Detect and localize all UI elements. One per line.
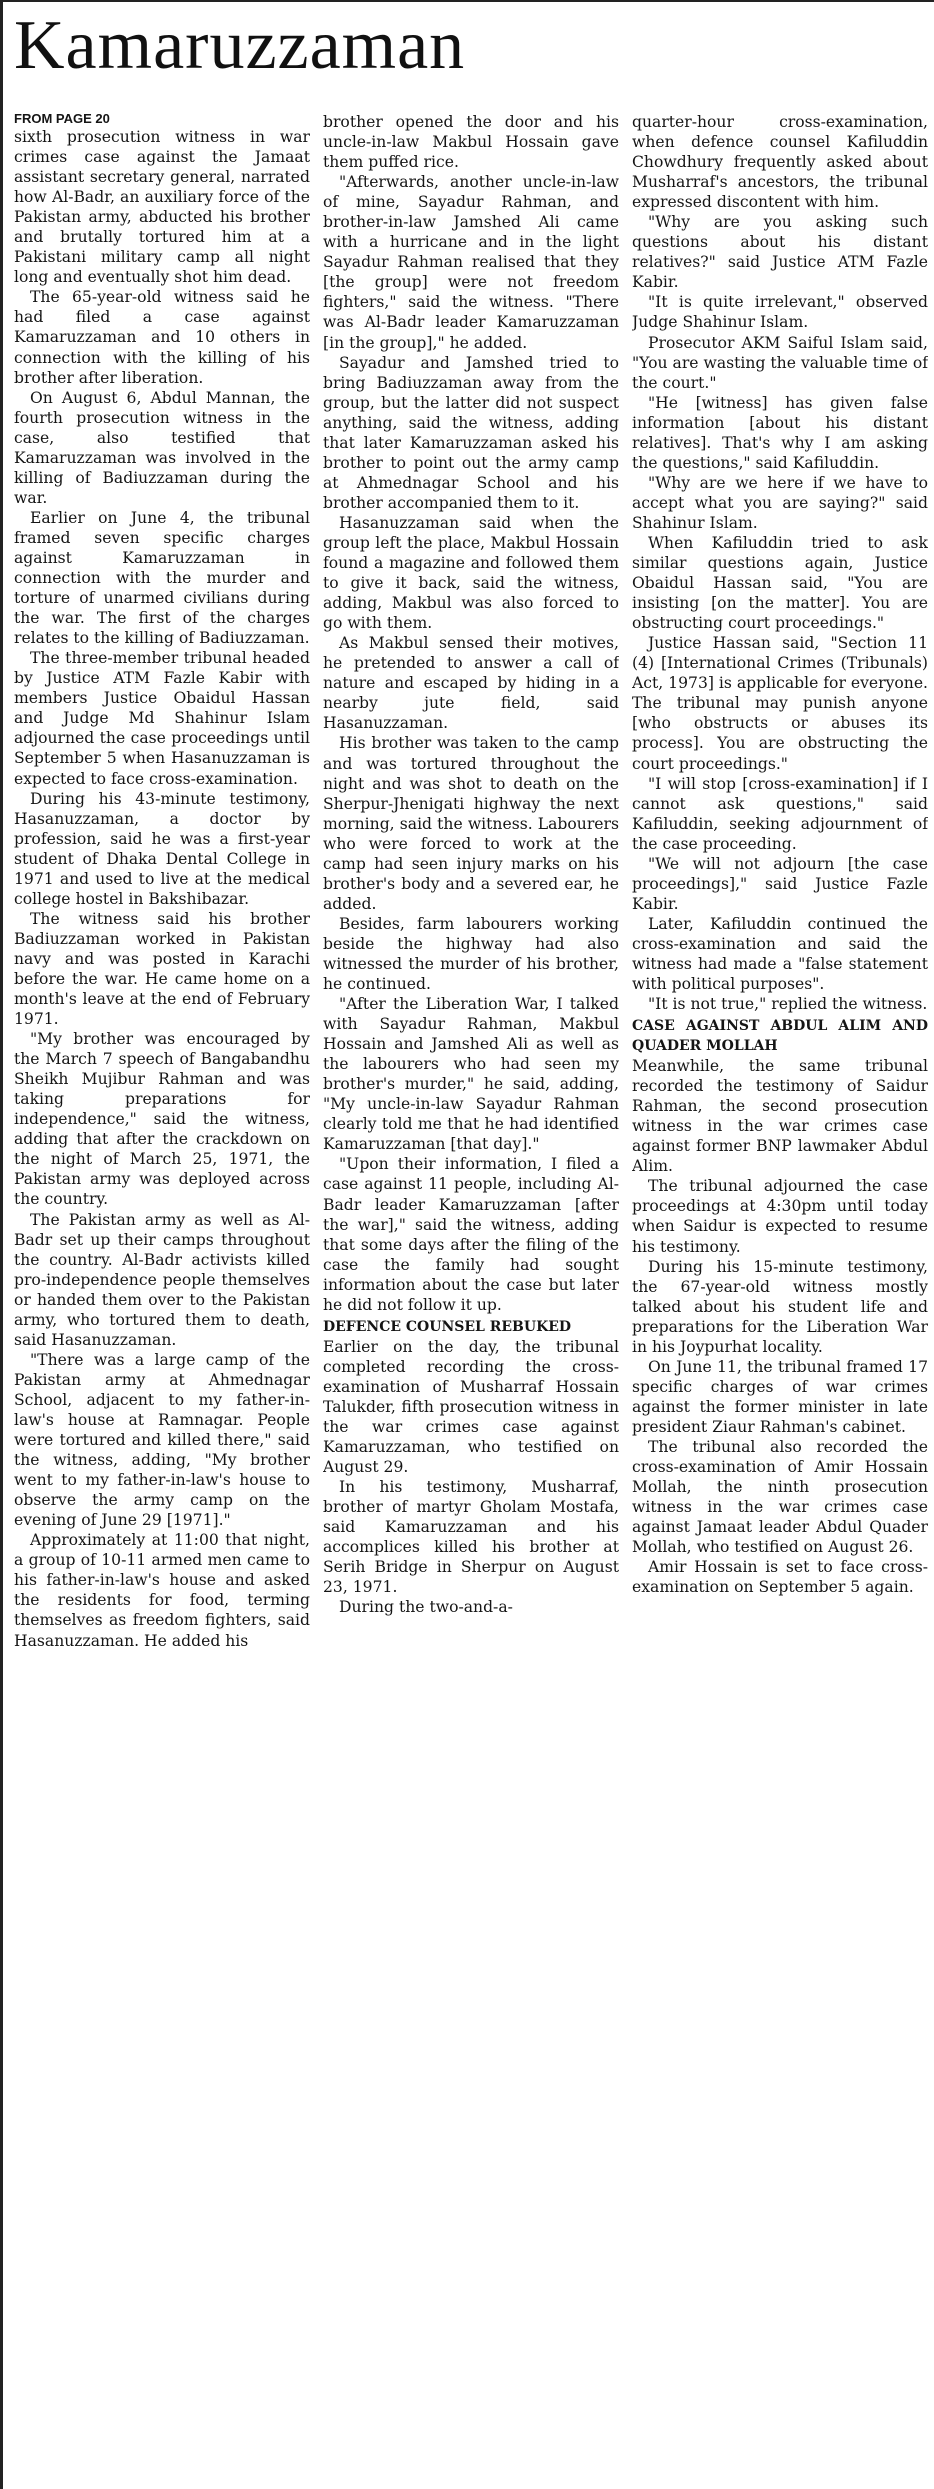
paragraph: In his testimony, Musharraf, brother of martyr Gholam Mostafa, said Kamaruzzaman and his accomplices killed his brother at Serih Bridge in Sherpur on August 23, 1971. (323, 1478, 619, 1597)
paragraph: brother opened the door and his uncle-in-law Makbul Hossain gave them puffed rice. (323, 113, 619, 172)
paragraph: Earlier on the day, the tribunal completed recording the cross-examination of Musharraf Hossain Talukder, fifth prosecution witness in the war crimes case against Kamaruzzaman, who testified on August 29. (323, 1337, 619, 1477)
subheading-case-against-alim-mollah: CASE AGAINST ABDUL ALIM AND QUADER MOLLAH (632, 1018, 928, 1055)
paragraph: The 65-year-old witness said he had filed a case against Kamaruzzaman and 10 others in connection with the killing of his brother after liberation. (14, 288, 310, 387)
paragraph: The three-member tribunal headed by Justice ATM Fazle Kabir with members Justice Obaidul Hassan and Judge Md Shahinur Islam adjourned the case proceedings until September 5 when Hasanuzzaman is expected to face cross-examination. (14, 649, 310, 788)
paragraph: During the two-and-a- (339, 1598, 513, 1617)
paragraph: sixth prosecution witness in war crimes case against the Jamaat assistant secretary general, narrated how Al-Badr, an auxiliary force of the Pakistan army, abducted his brother and brutally tortured him at a Pakistani military camp all night long and eventually shot him dead. (14, 128, 310, 287)
paragraph: Earlier on June 4, the tribunal framed seven specific charges against Kamaruzzaman in connection with the murder and torture of unarmed civilians during the war. The first of the charges relates to the killing of Badiuzzaman. (14, 508, 310, 648)
paragraph: "I will stop [cross-examination] if I cannot ask questions," said Kafiluddin, seeking adjournment of the case proceeding. (632, 774, 928, 853)
paragraph: Hasanuzzaman said when the group left the place, Makbul Hossain found a magazine and followed them to give it back, said the witness, adding, Makbul was also forced to go with them. (323, 513, 619, 633)
paragraph: Prosecutor AKM Saiful Islam said, "You are wasting the valuable time of the court." (632, 333, 928, 392)
column-2 (323, 112, 619, 2482)
paragraph: "Why are you asking such questions about his distant relatives?" said Justice ATM Fazle Kabir. (632, 213, 928, 292)
paragraph: Later, Kafiluddin continued the cross-examination and said the witness had made a "false statement with political purposes". (632, 914, 928, 994)
paragraph: During his 15-minute testimony, the 67-year-old witness mostly talked about his student life and preparations for the Liberation War in his Joypurhat locality. (632, 1257, 928, 1356)
paragraph: Justice Hassan said, "Section 11 (4) [International Crimes (Tribunals) Act, 1973] is applicable for everyone. The tribunal may punish anyone [who obstructs or abuses its process]. You are obstructing the court proceedings." (632, 634, 928, 773)
paragraph: "He [witness] has given false information [about his distant relatives]. That's why I am asking the questions," said Kafiluddin. (632, 393, 928, 472)
paragraph: "There was a large camp of the Pakistan army at Ahmednagar School, adjacent to my father-in-law's house at Ramnagar. People were tortured and killed there," said the witness, adding, "My brother went to my father-in-law's house to observe the army camp on the evening of June 29 [1971]." (14, 1350, 310, 1530)
paragraph: Meanwhile, the same tribunal recorded the testimony of Saidur Rahman, the second prosecution witness in the war crimes case against former BNP lawmaker Abdul Alim. (632, 1057, 928, 1176)
paragraph: The tribunal also recorded the cross-examination of Amir Hossain Mollah, the ninth prosecution witness in the war crimes case against Jamaat leader Abdul Quader Mollah, who testified on August 26. (632, 1438, 928, 1557)
paragraph: On August 6, Abdul Mannan, the fourth prosecution witness in the case, also testified that Kamaruzzaman was involved in the killing of Badiuzzaman during the war. (14, 388, 310, 507)
paragraph: Amir Hossain is set to face cross-examination on September 5 again. (632, 1558, 928, 1597)
subheading-defence-counsel: DEFENCE COUNSEL REBUKED (323, 1318, 572, 1335)
paragraph: quarter-hour cross-examination, when defence counsel Kafiluddin Chowdhury frequently asked about Musharraf's ancestors, the tribunal expressed discontent with him. (632, 113, 928, 212)
column-1 (14, 112, 310, 2482)
headline: Kamaruzzaman (14, 7, 466, 84)
paragraph: During his 43-minute testimony, Hasanuzzaman, a doctor by profession, said he was a first-year student of Dhaka Dental College in 1971 and used to live at the medical college hostel in Bakshibazar. (14, 789, 310, 908)
kicker: FROM PAGE 20 (14, 112, 110, 126)
paragraph: As Makbul sensed their motives, he pretended to answer a call of nature and escaped by hiding in a nearby jute field, said Hasanuzzaman. (323, 634, 619, 733)
paragraph: "Afterwards, another uncle-in-law of mine, Sayadur Rahman, and brother-in-law Jamshed Ali came with a hurricane and in the light Sayadur Rahman realised that they [the group] were not freedom fighters," said the witness. "There was Al-Badr leader Kamaruzzaman [in the group]," he added. (323, 173, 619, 352)
paragraph: Besides, farm labourers working beside the highway had also witnessed the murder of his brother, he continued. (323, 914, 619, 994)
paragraph: The Pakistan army as well as Al-Badr set up their camps throughout the country. Al-Badr activists killed pro-independence people themselves or handed them over to the Pakistan army, who tortured them to death, said Hasanuzzaman. (14, 1210, 310, 1349)
paragraph: Approximately at 11:00 that night, a group of 10-11 armed men came to his father-in-law's house and asked the residents for food, terming themselves as freedom fighters, said Hasanuzzaman. He added his (14, 1531, 310, 1650)
paragraph: "My brother was encouraged by the March 7 speech of Bangabandhu Sheikh Mujibur Rahman and was taking preparations for independence," said the witness, adding that after the crackdown on the night of March 25, 1971, the Pakistan army was deployed across the country. (14, 1030, 310, 1209)
paragraph: "Why are we here if we have to accept what you are saying?" said Shahinur Islam. (632, 473, 928, 532)
paragraph: On June 11, the tribunal framed 17 specific charges of war crimes against the former minister in late president Ziaur Rahman's cabinet. (632, 1357, 928, 1436)
column-3 (632, 112, 928, 2482)
paragraph: "Upon their information, I filed a case against 11 people, including Al-Badr leader Kamaruzzaman [after the war]," said the witness, adding that some days after the filing of the case the family had sought information about the case but later he did not follow it up. (323, 1155, 619, 1314)
paragraph: "It is not true," replied the witness. (648, 995, 928, 1014)
paragraph: His brother was taken to the camp and was tortured throughout the night and was shot to death on the Sherpur-Jhenigati highway the next morning, said the witness. Labourers who were forced to work at the camp had seen injury marks on his brother's body and a severed ear, he added. (323, 734, 619, 913)
paragraph: Sayadur and Jamshed tried to bring Badiuzzaman away from the group, but the latter did not suspect anything, said the witness, adding that later Kamaruzzaman asked his brother to point out the army camp at Ahmednagar School and his brother accompanied them to it. (323, 353, 619, 512)
paragraph: "We will not adjourn [the case proceedings]," said Justice Fazle Kabir. (632, 854, 928, 913)
article-columns (14, 112, 927, 2482)
paragraph: The witness said his brother Badiuzzaman worked in Pakistan navy and was posted in Karachi before the war. He came home on a month's leave at the end of February 1971. (14, 909, 310, 1029)
paragraph: "It is quite irrelevant," observed Judge Shahinur Islam. (632, 293, 928, 332)
paragraph: "After the Liberation War, I talked with Sayadur Rahman, Makbul Hossain and Jamshed Ali as well as the labourers who had seen my brother's murder," he said, adding, "My uncle-in-law Sayadur Rahman clearly told me that he had identified Kamaruzzaman [that day]." (323, 995, 619, 1154)
paragraph: When Kafiluddin tried to ask similar questions again, Justice Obaidul Hassan said, "You are insisting [on the matter]. You are obstructing court proceedings." (632, 533, 928, 633)
paragraph: The tribunal adjourned the case proceedings at 4:30pm until today when Saidur is expected to resume his testimony. (632, 1177, 928, 1256)
